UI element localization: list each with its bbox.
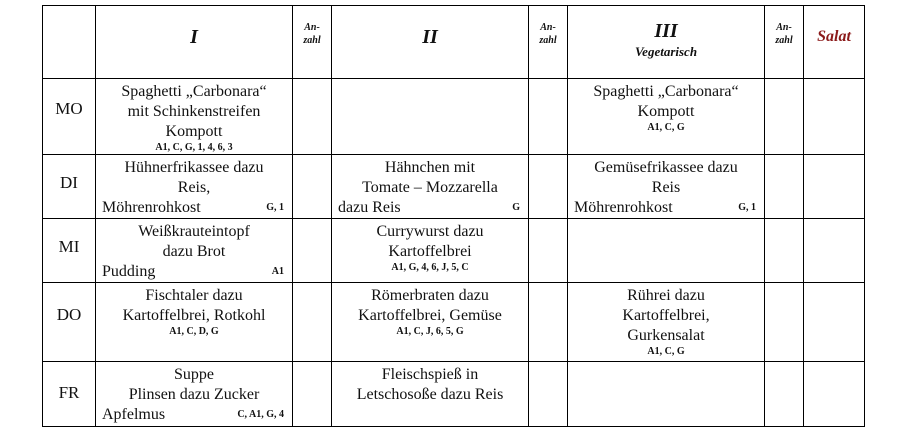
salat-cell xyxy=(804,362,865,427)
dish-line: Plinsen dazu Zucker xyxy=(128,386,260,403)
anzahl-line-1: An- xyxy=(540,22,556,33)
menu-3-header xyxy=(568,6,765,79)
day-cell xyxy=(43,155,96,219)
dish-line: Fischtaler dazu xyxy=(145,287,243,304)
dish xyxy=(96,79,292,154)
allergen-codes: A1, C, J, 6, 5, G xyxy=(396,326,464,337)
day-label: MI xyxy=(58,237,80,256)
dish-line: Kompott xyxy=(165,123,223,140)
salat-cell xyxy=(804,155,865,219)
day-cell xyxy=(43,79,96,155)
menu-2-cell xyxy=(332,155,529,219)
anzahl-cell xyxy=(293,362,332,427)
salat-title: Salat xyxy=(817,28,851,45)
anzahl-cell xyxy=(765,155,804,219)
day-label: MO xyxy=(55,99,83,118)
day-label: FR xyxy=(58,383,80,402)
allergen-codes: A1, C, G xyxy=(647,346,685,357)
anzahl-cell xyxy=(529,155,568,219)
anzahl-cell xyxy=(293,283,332,362)
salat-cell xyxy=(804,79,865,155)
dish-line: Letschosoße dazu Reis xyxy=(356,386,504,403)
dish-line: Hühnerfrikassee dazu xyxy=(124,159,264,176)
dish-line: Gemüsefrikassee dazu xyxy=(594,159,738,176)
anzahl-cell xyxy=(765,79,804,155)
menu-3-subtitle: Vegetarisch xyxy=(634,44,698,59)
menu-3-title: III xyxy=(654,20,678,42)
allergen-codes: A1, G, 4, 6, J, 5, C xyxy=(391,262,469,273)
dish-line: Rührei dazu xyxy=(627,287,705,304)
dish xyxy=(332,155,528,218)
allergen-codes: G xyxy=(512,202,520,213)
dish-line-text: Möhrenrohkost xyxy=(574,199,673,216)
menu-2-title: II xyxy=(422,26,438,48)
menu-3-cell xyxy=(568,219,765,283)
allergen-codes: G, 1 xyxy=(266,202,284,213)
dish-line: Spaghetti „Carbonara“ xyxy=(593,83,739,100)
menu-1-cell xyxy=(96,283,293,362)
day-row-do xyxy=(43,283,865,362)
dish xyxy=(96,362,292,425)
dish xyxy=(568,155,764,218)
anzahl-cell xyxy=(293,155,332,219)
menu-2-header xyxy=(332,6,529,79)
dish-line: Currywurst dazu xyxy=(376,223,484,240)
menu-1-header xyxy=(96,6,293,79)
day-label: DO xyxy=(56,305,82,324)
allergen-codes: A1, C, G, 1, 4, 6, 3 xyxy=(155,142,233,153)
anzahl-line-1: An- xyxy=(776,22,792,33)
anzahl-line-2: zahl xyxy=(303,35,321,46)
corner-cell xyxy=(43,6,96,79)
menu-1-cell xyxy=(96,79,293,155)
day-cell xyxy=(43,219,96,283)
dish-line xyxy=(332,198,528,218)
dish xyxy=(332,219,528,274)
anzahl-label xyxy=(765,21,803,47)
dish-line-text: dazu Reis xyxy=(338,199,401,216)
anzahl-cell xyxy=(529,219,568,283)
salat-cell xyxy=(804,283,865,362)
dish-line xyxy=(568,198,764,218)
dish xyxy=(96,219,292,282)
anzahl-line-1: An- xyxy=(304,22,320,33)
anzahl-cell xyxy=(765,219,804,283)
day-row-mi xyxy=(43,219,865,283)
menu-3-cell xyxy=(568,362,765,427)
menu-1-cell xyxy=(96,362,293,427)
dish-line: Römerbraten dazu xyxy=(371,287,489,304)
day-label: DI xyxy=(60,173,78,192)
weekly-menu-table xyxy=(42,5,865,427)
dish-line-text: Möhrenrohkost xyxy=(102,199,201,216)
menu-1-cell xyxy=(96,219,293,283)
allergen-codes: A1, C, D, G xyxy=(169,326,219,337)
anzahl-line-2: zahl xyxy=(539,35,557,46)
dish-line: Kartoffelbrei, xyxy=(622,307,710,324)
menu-2-cell xyxy=(332,362,529,427)
dish-line-text: Apfelmus xyxy=(102,406,166,423)
day-cell xyxy=(43,362,96,427)
menu-2-cell xyxy=(332,219,529,283)
dish-line: Tomate – Mozzarella xyxy=(362,179,498,196)
anzahl-label xyxy=(293,21,331,47)
dish xyxy=(96,155,292,218)
dish-line: Weißkrauteintopf xyxy=(138,223,250,240)
dish-line: Reis xyxy=(651,179,681,196)
dish-line: Kartoffelbrei, Gemüse xyxy=(358,307,502,324)
dish-line: mit Schinkenstreifen xyxy=(127,103,261,120)
anzahl-header-3 xyxy=(765,6,804,79)
menu-3-cell xyxy=(568,155,765,219)
dish xyxy=(568,79,764,134)
anzahl-cell xyxy=(765,283,804,362)
dish-line: Hähnchen mit xyxy=(384,159,476,176)
dish-line: Suppe xyxy=(174,366,214,383)
day-row-di xyxy=(43,155,865,219)
anzahl-cell xyxy=(293,79,332,155)
dish-line: Fleischspieß in xyxy=(381,366,479,383)
dish-line-text: Pudding xyxy=(102,263,156,280)
anzahl-cell xyxy=(765,362,804,427)
dish-line xyxy=(96,198,292,218)
salat-header xyxy=(804,6,865,79)
anzahl-cell xyxy=(529,79,568,155)
dish-line: Reis, xyxy=(177,179,211,196)
anzahl-line-2: zahl xyxy=(775,35,793,46)
header-row xyxy=(43,6,865,79)
anzahl-header-2 xyxy=(529,6,568,79)
menu-1-title: I xyxy=(190,26,198,48)
dish-line: Kompott xyxy=(637,103,695,120)
menu-3-cell xyxy=(568,283,765,362)
dish-line xyxy=(96,405,292,425)
dish-line xyxy=(96,262,292,282)
dish xyxy=(332,362,528,405)
salat-cell xyxy=(804,219,865,283)
allergen-codes: G, 1 xyxy=(738,202,756,213)
day-row-fr xyxy=(43,362,865,427)
day-cell xyxy=(43,283,96,362)
anzahl-header-1 xyxy=(293,6,332,79)
dish xyxy=(332,283,528,338)
dish-line: dazu Brot xyxy=(162,243,226,260)
anzahl-cell xyxy=(529,283,568,362)
anzahl-label xyxy=(529,21,567,47)
allergen-codes: A1 xyxy=(271,266,284,277)
dish-line: Gurkensalat xyxy=(627,327,705,344)
day-row-mo xyxy=(43,79,865,155)
dish-line: Kartoffelbrei xyxy=(388,243,472,260)
dish xyxy=(96,283,292,338)
menu-3-cell xyxy=(568,79,765,155)
dish-line: Kartoffelbrei, Rotkohl xyxy=(122,307,266,324)
allergen-codes: C, A1, G, 4 xyxy=(237,409,284,420)
dish-line: Spaghetti „Carbonara“ xyxy=(121,83,267,100)
anzahl-cell xyxy=(293,219,332,283)
dish xyxy=(568,283,764,358)
allergen-codes: A1, C, G xyxy=(647,122,685,133)
menu-2-cell xyxy=(332,283,529,362)
anzahl-cell xyxy=(529,362,568,427)
menu-2-cell xyxy=(332,79,529,155)
menu-1-cell xyxy=(96,155,293,219)
